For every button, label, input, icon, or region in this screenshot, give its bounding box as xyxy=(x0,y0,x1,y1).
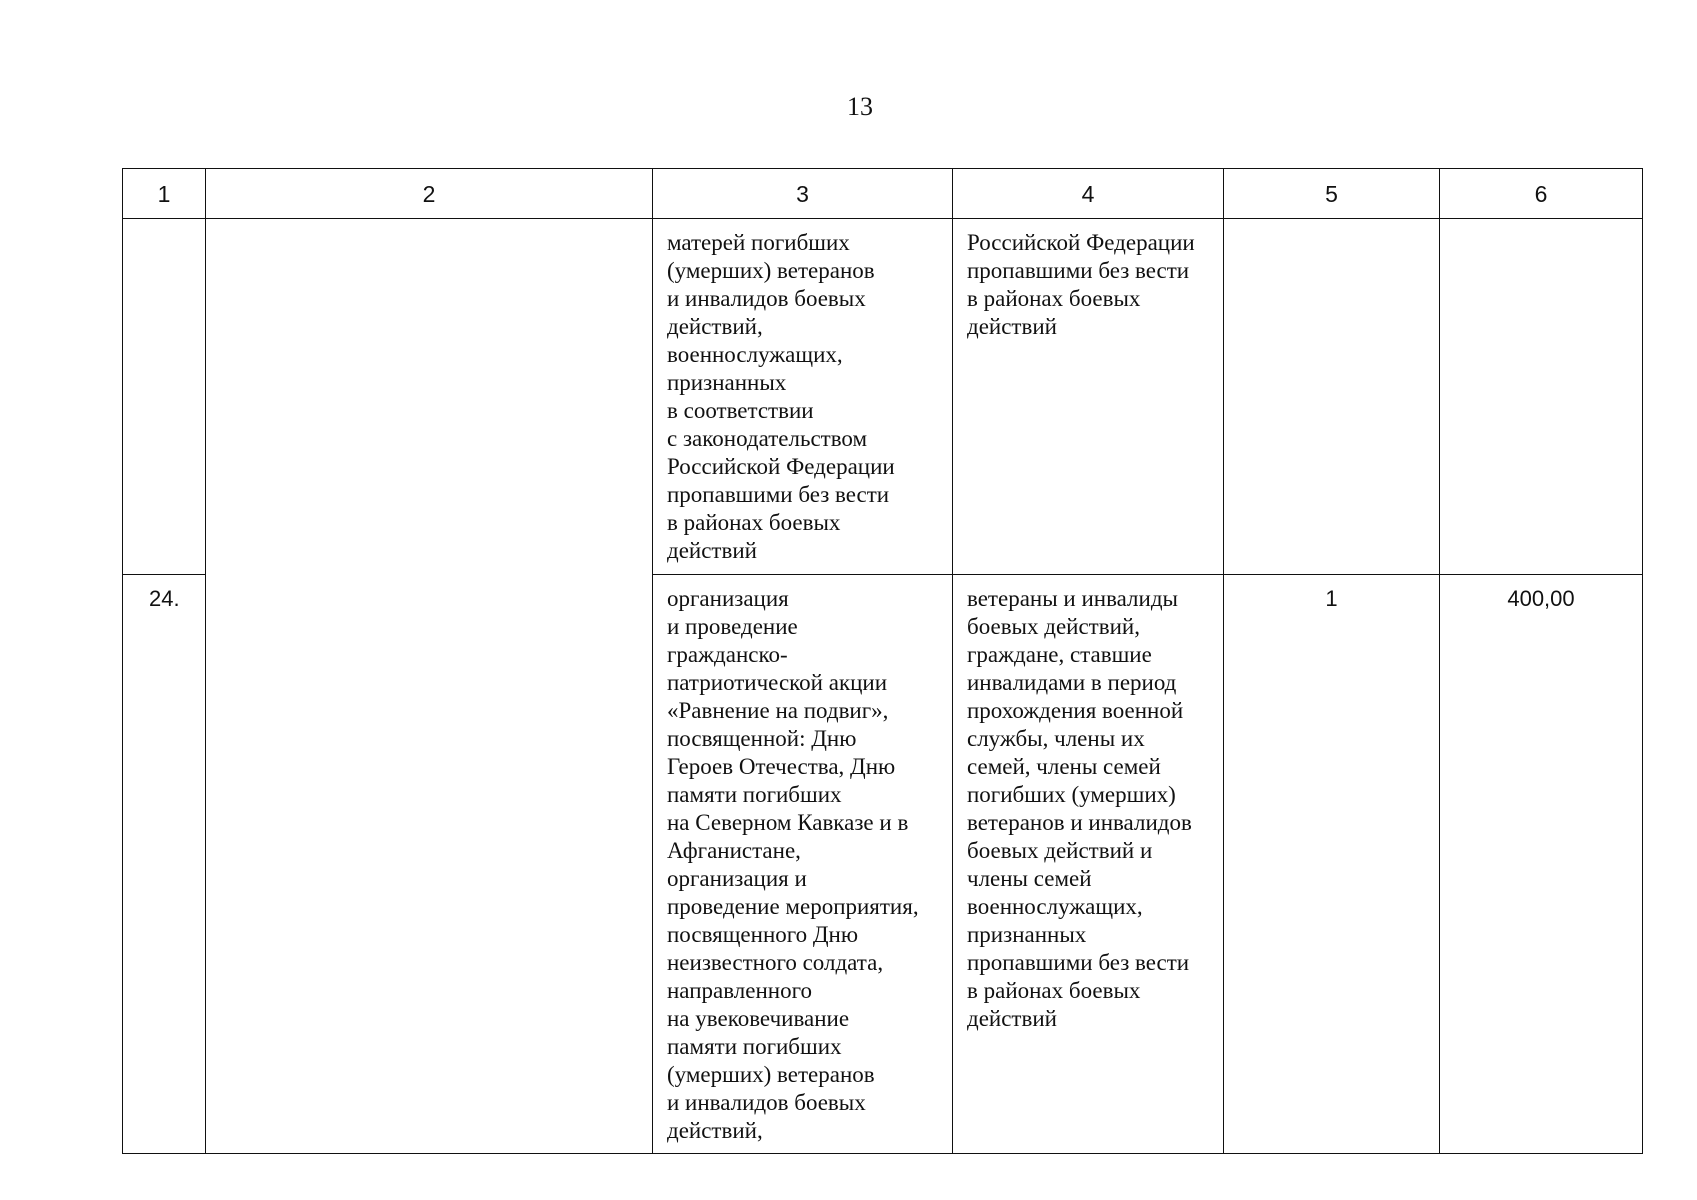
page-number: 13 xyxy=(847,92,873,121)
header-col-2: 2 xyxy=(206,169,653,219)
row-24-col4-text: ветераны и инвалиды боевых действий, граждане, ставшие инвалидами в период прохождения военной службы, члены их семей, члены семей погибших (умерших) ветеранов и инвалидов боевых действий и члены семей военнослужащих, признанных пропавшими без вести в районах боевых действий xyxy=(967,586,1192,1031)
table-row-continuation xyxy=(123,219,1643,575)
cell-row-continuation-col-6 xyxy=(1440,219,1643,575)
header-col-4: 4 xyxy=(953,169,1224,219)
header-col-3: 3 xyxy=(653,169,953,219)
row-24-col6-value: 400,00 xyxy=(1507,586,1575,611)
row-24-col3-text: организация и проведение гражданско- патриотической акции «Равнение на подвиг», посвященной: Дню Героев Отечества, Дню памяти погибших на Северном Кавказе и в Афганистане, организация и проведение мероприятия, посвященного Дню неизвестного солдата, направленного на увековечивание памяти погибших (умерших) ветеранов и инвалидов боевых действий, xyxy=(667,586,919,1143)
cell-row-24-col-4 xyxy=(953,575,1224,1154)
cell-row-continuation-col-1 xyxy=(123,219,206,575)
cell-row-24-col-1 xyxy=(123,575,206,1154)
cell-row-24-col-3 xyxy=(653,575,953,1154)
cell-col-2-merged xyxy=(206,219,653,1154)
cell-row-continuation-col-4 xyxy=(953,219,1224,575)
header-col-5: 5 xyxy=(1224,169,1440,219)
row-24-number: 24. xyxy=(149,586,180,611)
row-24-col5-value: 1 xyxy=(1325,586,1338,611)
continuation-col3-text: матерей погибших (умерших) ветеранов и инвалидов боевых действий, военнослужащих, признанных в соответствии с законодательством Российской Федерации пропавшими без вести в районах боевых действий xyxy=(667,230,895,563)
cell-row-24-col-5 xyxy=(1224,575,1440,1154)
table-header-row xyxy=(123,169,1643,219)
cell-row-continuation-col-3 xyxy=(653,219,953,575)
cell-row-continuation-col-5 xyxy=(1224,219,1440,575)
cell-row-24-col-6 xyxy=(1440,575,1643,1154)
continuation-col4-text: Российской Федерации пропавшими без вести в районах боевых действий xyxy=(967,230,1195,339)
document-table xyxy=(122,168,1643,1154)
header-col-6: 6 xyxy=(1440,169,1643,219)
header-col-1: 1 xyxy=(123,169,206,219)
